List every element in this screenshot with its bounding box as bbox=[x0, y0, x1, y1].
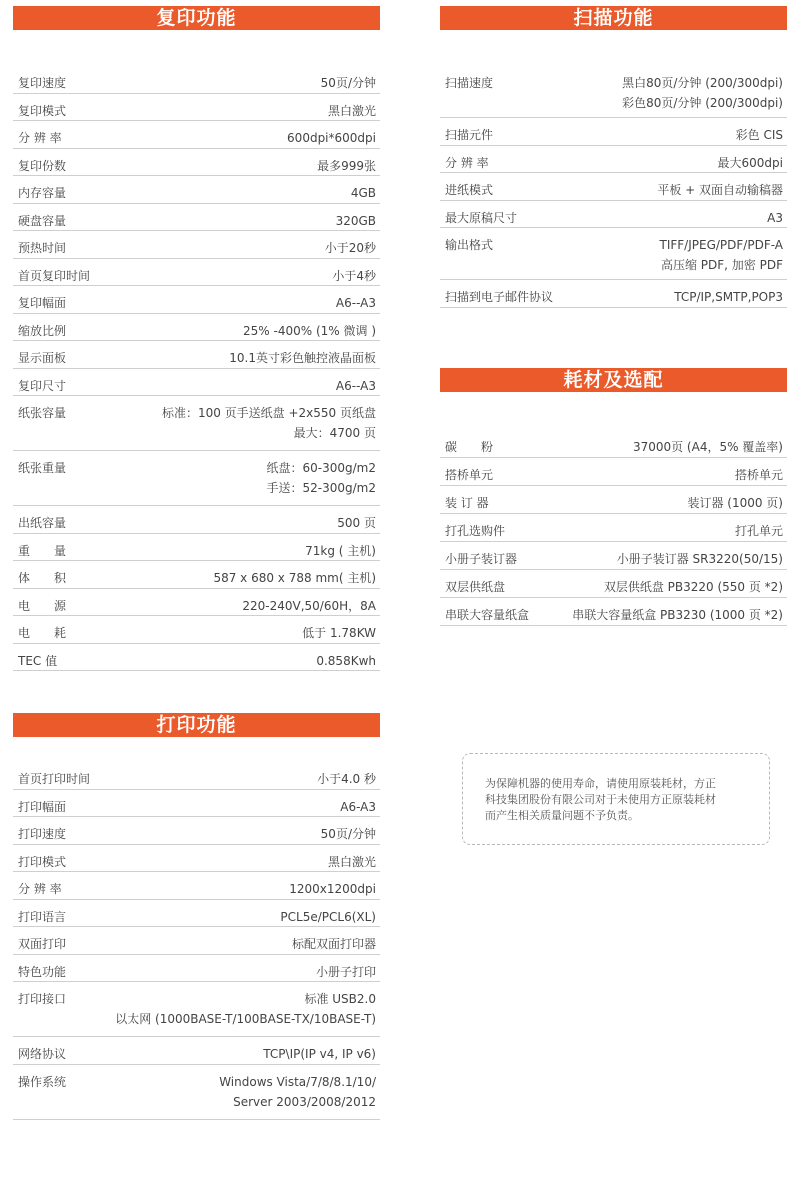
spec-value-line: 最大600dpi bbox=[717, 155, 783, 170]
spec-value bbox=[321, 824, 376, 844]
spec-value bbox=[657, 180, 783, 200]
copy-spec-row bbox=[13, 396, 380, 451]
spec-value bbox=[162, 403, 376, 443]
spec-value bbox=[305, 541, 376, 561]
spec-label: 打印接口 bbox=[18, 992, 67, 1006]
spec-label: 复印尺寸 bbox=[18, 378, 67, 393]
spec-label: 首页复印时间 bbox=[18, 268, 91, 283]
spec-value-line: 0.858Kwh bbox=[316, 653, 376, 668]
spec-label: 分 辨 率 bbox=[445, 155, 489, 170]
copy-spec-row bbox=[13, 314, 380, 342]
spec-value-line: 587 x 680 x 788 mm( 主机) bbox=[213, 571, 376, 585]
spec-value-line: 黑白激光 bbox=[327, 103, 376, 118]
copy-spec-row bbox=[13, 231, 380, 259]
spec-label: 硬盘容量 bbox=[18, 213, 67, 228]
spec-value bbox=[336, 376, 376, 396]
print-spec-row bbox=[13, 927, 380, 955]
spec-value-line: PCL5e/PCL6(XL) bbox=[280, 909, 376, 924]
spec-value bbox=[316, 962, 376, 982]
spec-value bbox=[325, 238, 376, 258]
copy-section-title: 复印功能 bbox=[13, 6, 380, 30]
scan-spec-row bbox=[440, 173, 787, 201]
spec-value bbox=[572, 605, 783, 625]
spec-value bbox=[736, 125, 783, 145]
spec-label: 内存容量 bbox=[18, 186, 67, 200]
spec-value bbox=[735, 465, 783, 485]
spec-value-line: 黑白激光 bbox=[327, 854, 376, 869]
consumables-spec-row bbox=[440, 598, 787, 626]
spec-value-line: 最多999张 bbox=[317, 158, 376, 173]
spec-label: 扫描到电子邮件协议 bbox=[445, 290, 554, 304]
spec-label: 分 辨 率 bbox=[18, 882, 62, 896]
spec-value bbox=[336, 293, 376, 313]
spec-value bbox=[280, 907, 376, 927]
spec-value bbox=[289, 879, 376, 899]
spec-value-line: 标配双面打印器 bbox=[291, 937, 376, 951]
spec-value-line: A3 bbox=[767, 210, 783, 225]
scan-spec-table bbox=[440, 66, 787, 308]
spec-value bbox=[328, 101, 376, 121]
consumables-spec-row bbox=[440, 458, 787, 486]
spec-value-line: A6--A3 bbox=[335, 296, 376, 310]
copy-spec-row bbox=[13, 286, 380, 314]
scan-spec-row bbox=[440, 66, 787, 118]
scan-section bbox=[440, 6, 787, 308]
copy-spec-table bbox=[13, 66, 380, 671]
print-spec-row bbox=[13, 845, 380, 873]
copy-spec-row bbox=[13, 121, 380, 149]
scan-spec-row bbox=[440, 146, 787, 174]
spec-label: 打印速度 bbox=[18, 827, 67, 841]
spec-value bbox=[674, 287, 783, 307]
spec-label: 特色功能 bbox=[18, 964, 67, 979]
spec-value-line: 装订器 (1000 页) bbox=[687, 496, 783, 510]
spec-value-line: 600dpi*600dpi bbox=[287, 131, 376, 145]
copy-spec-row bbox=[13, 451, 380, 506]
spec-value-line: 搭桥单元 bbox=[734, 468, 783, 482]
spec-label: 复印速度 bbox=[18, 76, 67, 90]
print-spec-row bbox=[13, 817, 380, 845]
notice-line: 科技集团股份有限公司对于未使用方正原装耗材 bbox=[485, 793, 716, 806]
spec-label: 首页打印时间 bbox=[18, 772, 91, 786]
spec-value-line: 黑白80页/分钟 (200/300dpi) bbox=[622, 76, 783, 90]
copy-spec-row bbox=[13, 534, 380, 562]
spec-value bbox=[336, 211, 376, 231]
spec-value bbox=[115, 989, 376, 1029]
scan-spec-row bbox=[440, 118, 787, 146]
copy-section bbox=[13, 6, 380, 671]
scan-section-title: 扫描功能 bbox=[440, 6, 787, 30]
copy-spec-row bbox=[13, 589, 380, 617]
spec-label: 小册子装订器 bbox=[445, 552, 518, 566]
print-spec-row bbox=[13, 1065, 380, 1120]
consumables-spec-row bbox=[440, 542, 787, 570]
spec-value-line: 50页/分钟 bbox=[320, 76, 376, 90]
spec-label: 纸张重量 bbox=[18, 461, 67, 475]
copy-spec-row bbox=[13, 506, 380, 534]
copy-spec-row bbox=[13, 341, 380, 369]
spec-value bbox=[321, 73, 376, 93]
consumables-spec-row bbox=[440, 486, 787, 514]
print-section bbox=[13, 713, 380, 1120]
spec-label: 复印份数 bbox=[18, 158, 67, 173]
spec-value-line: TCP/IP,SMTP,POP3 bbox=[674, 290, 783, 304]
spec-label: 复印幅面 bbox=[18, 296, 67, 310]
spec-value-line: 低于 1.78KW bbox=[302, 626, 376, 640]
notice-box bbox=[462, 753, 770, 845]
spec-value-line: Windows Vista/7/8/8.1/10/ bbox=[219, 1074, 376, 1089]
spec-value bbox=[617, 549, 783, 569]
spec-value-line: 小于4秒 bbox=[332, 268, 376, 283]
print-spec-row bbox=[13, 982, 380, 1037]
spec-value-line: TIFF/JPEG/PDF/PDF-A bbox=[659, 238, 783, 252]
scan-spec-row bbox=[440, 280, 787, 308]
spec-value bbox=[242, 596, 376, 616]
spec-label: 出纸容量 bbox=[18, 516, 67, 530]
spec-value bbox=[213, 568, 376, 588]
spec-value bbox=[267, 458, 377, 498]
spec-value-line: 10.1英寸彩色触控液晶面板 bbox=[229, 351, 376, 365]
spec-value bbox=[633, 437, 783, 457]
spec-label: 最大原稿尺寸 bbox=[445, 210, 518, 225]
spec-label: 打印模式 bbox=[18, 854, 67, 869]
spec-label: 体 积 bbox=[18, 571, 67, 585]
spec-value-line: 71kg ( 主机) bbox=[305, 543, 376, 558]
spec-value bbox=[317, 156, 376, 176]
spec-label: 重 量 bbox=[18, 543, 67, 558]
print-spec-row bbox=[13, 1037, 380, 1065]
spec-label: TEC 值 bbox=[18, 653, 58, 668]
spec-value-line: 4GB bbox=[350, 186, 376, 200]
spec-value bbox=[340, 797, 376, 817]
spec-label: 打孔选购件 bbox=[445, 524, 506, 538]
spec-value bbox=[263, 1044, 376, 1064]
spec-value bbox=[292, 934, 376, 954]
notice-line: 而产生相关质量问题不予负责。 bbox=[485, 809, 639, 822]
spec-value-line: 小于20秒 bbox=[324, 241, 376, 255]
spec-label: 装 订 器 bbox=[445, 496, 489, 510]
print-spec-row bbox=[13, 872, 380, 900]
print-spec-row bbox=[13, 762, 380, 790]
copy-spec-row bbox=[13, 616, 380, 644]
spec-value-line: 串联大容量纸盒 PB3230 (1000 页 *2) bbox=[572, 608, 783, 622]
spec-label: 预热时间 bbox=[18, 241, 67, 255]
consumables-section-title: 耗材及选配 bbox=[440, 368, 787, 392]
copy-spec-row bbox=[13, 644, 380, 672]
print-spec-row bbox=[13, 790, 380, 818]
spec-label: 扫描元件 bbox=[445, 128, 494, 142]
spec-label: 输出格式 bbox=[445, 238, 494, 252]
spec-label: 搭桥单元 bbox=[445, 468, 494, 482]
spec-value-line: 手送：52-300g/m2 bbox=[266, 481, 376, 495]
consumables-spec-row bbox=[440, 430, 787, 458]
spec-value bbox=[735, 521, 783, 541]
notice-line: 为保障机器的使用寿命，请使用原装耗材，方正 bbox=[485, 777, 716, 790]
copy-spec-row bbox=[13, 204, 380, 232]
spec-value bbox=[243, 321, 376, 341]
spec-value-line: 纸盘：60-300g/m2 bbox=[266, 461, 376, 475]
print-spec-row bbox=[13, 955, 380, 983]
spec-value-line: 标准：100 页手送纸盘 +2x550 页纸盘 bbox=[161, 406, 376, 420]
spec-label: 双层供纸盘 bbox=[445, 580, 506, 594]
print-spec-table bbox=[13, 762, 380, 1120]
copy-spec-row bbox=[13, 369, 380, 397]
spec-value bbox=[687, 493, 783, 513]
spec-value bbox=[622, 73, 783, 113]
spec-value bbox=[317, 769, 376, 789]
spec-label: 双面打印 bbox=[18, 937, 67, 951]
copy-spec-row bbox=[13, 176, 380, 204]
spec-value bbox=[660, 235, 784, 275]
copy-spec-row bbox=[13, 259, 380, 287]
spec-value bbox=[337, 513, 376, 533]
spec-label: 扫描速度 bbox=[445, 76, 494, 90]
spec-value-line: 500 页 bbox=[337, 516, 376, 530]
spec-value bbox=[767, 208, 783, 228]
spec-value-line: 彩色80页/分钟 (200/300dpi) bbox=[622, 96, 783, 110]
spec-label: 碳 粉 bbox=[445, 440, 494, 454]
copy-spec-row bbox=[13, 149, 380, 177]
spec-value-line: Server 2003/2008/2012 bbox=[233, 1094, 376, 1109]
spec-value-line: 50页/分钟 bbox=[320, 827, 376, 841]
spec-value-line: 1200x1200dpi bbox=[289, 882, 376, 896]
spec-label: 打印幅面 bbox=[18, 799, 67, 814]
spec-value bbox=[328, 852, 376, 872]
spec-value bbox=[316, 651, 376, 671]
consumables-spec-row bbox=[440, 570, 787, 598]
spec-value-line: 220-240V,50/60H，8A bbox=[242, 598, 376, 613]
spec-value bbox=[302, 623, 376, 643]
spec-value bbox=[332, 266, 376, 286]
spec-value bbox=[287, 128, 376, 148]
spec-label: 进纸模式 bbox=[445, 183, 494, 197]
spec-value-line: 标准 USB2.0 bbox=[304, 992, 376, 1006]
spec-value bbox=[718, 153, 783, 173]
spec-value-line: TCP\IP(IP v4, IP v6) bbox=[263, 1047, 376, 1061]
spec-value-line: A6-A3 bbox=[340, 799, 376, 814]
copy-spec-row bbox=[13, 561, 380, 589]
spec-label: 缩放比例 bbox=[18, 323, 67, 338]
spec-label: 分 辨 率 bbox=[18, 131, 62, 145]
spec-value-line: 320GB bbox=[335, 213, 376, 228]
spec-label: 电 耗 bbox=[18, 626, 67, 640]
spec-value-line: 25% -400% (1% 微调 ) bbox=[243, 323, 376, 338]
scan-spec-row bbox=[440, 228, 787, 280]
spec-value-line: 小于4.0 秒 bbox=[317, 772, 376, 786]
consumables-section bbox=[440, 368, 787, 626]
spec-value-line: 小册子装订器 SR3220(50/15) bbox=[616, 552, 783, 566]
spec-value-line: 37000页 (A4，5% 覆盖率) bbox=[632, 440, 783, 454]
spec-value-line: 彩色 CIS bbox=[735, 128, 783, 142]
spec-value-line: 平板 + 双面自动输稿器 bbox=[657, 183, 783, 197]
spec-label: 操作系统 bbox=[18, 1074, 67, 1089]
spec-label: 串联大容量纸盒 bbox=[445, 608, 530, 622]
spec-label: 显示面板 bbox=[18, 351, 67, 365]
scan-spec-row bbox=[440, 201, 787, 229]
spec-value bbox=[604, 577, 783, 597]
spec-value-line: 最大：4700 页 bbox=[293, 426, 376, 440]
spec-value bbox=[351, 183, 376, 203]
spec-label: 复印模式 bbox=[18, 103, 67, 118]
copy-spec-row bbox=[13, 94, 380, 122]
consumables-spec-row bbox=[440, 514, 787, 542]
spec-label: 纸张容量 bbox=[18, 406, 67, 420]
spec-value bbox=[229, 348, 376, 368]
print-section-title: 打印功能 bbox=[13, 713, 380, 737]
spec-value bbox=[219, 1072, 376, 1112]
spec-label: 网络协议 bbox=[18, 1047, 67, 1061]
spec-value-line: 以太网 (1000BASE-T/100BASE-TX/10BASE-T) bbox=[115, 1012, 376, 1026]
spec-value-line: A6--A3 bbox=[335, 378, 376, 393]
spec-value-line: 打孔单元 bbox=[734, 524, 783, 538]
spec-label: 打印语言 bbox=[18, 909, 67, 924]
copy-spec-row bbox=[13, 66, 380, 94]
spec-value-line: 双层供纸盘 PB3220 (550 页 *2) bbox=[603, 580, 783, 594]
consumables-spec-table bbox=[440, 430, 787, 626]
spec-label: 电 源 bbox=[18, 598, 67, 613]
print-spec-row bbox=[13, 900, 380, 928]
spec-value-line: 高压缩 PDF, 加密 PDF bbox=[660, 258, 783, 272]
spec-value-line: 小册子打印 bbox=[315, 964, 376, 979]
